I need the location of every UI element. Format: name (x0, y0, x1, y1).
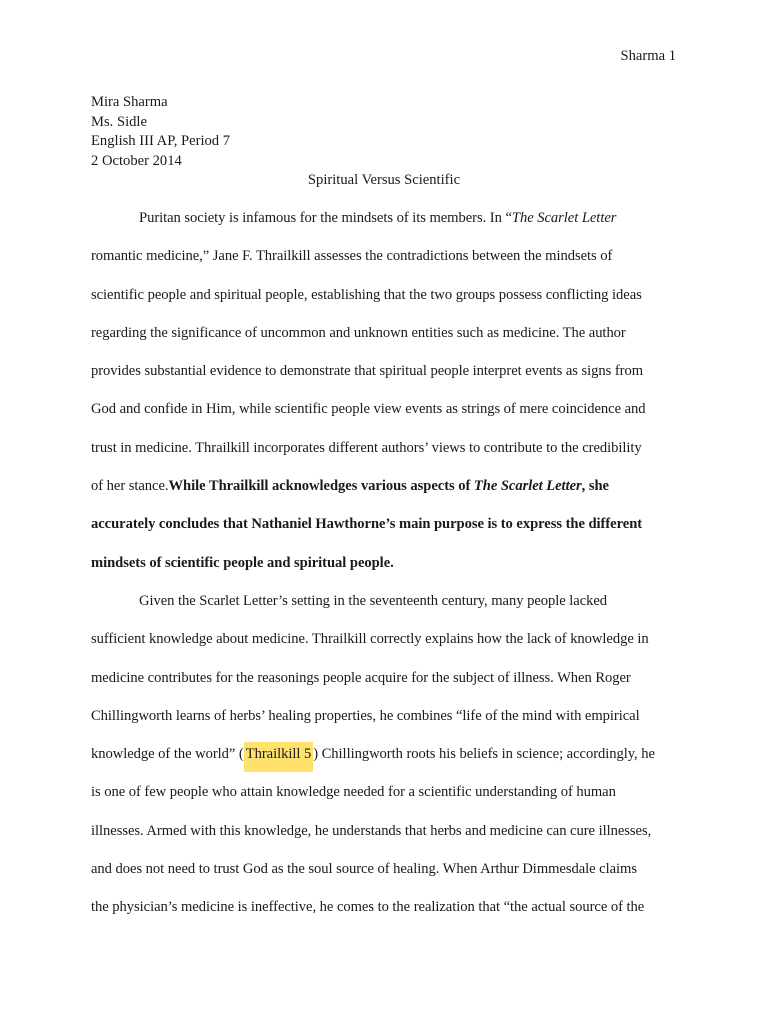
course-name: English III AP, Period 7 (91, 133, 231, 149)
essay-body (91, 205, 681, 933)
book-title-italic: The Scarlet Letter (511, 210, 617, 226)
essay-title: Spiritual Versus Scientific (307, 172, 461, 188)
paragraph-line: regarding the significance of uncommon and unknown entities such as medicine. The author (91, 324, 626, 341)
text-run: of her stance. (91, 478, 169, 495)
paragraph-line: trust in medicine. Thrailkill incorporates different authors’ views to contribute to the credibility (91, 439, 642, 456)
paragraph-line: romantic medicine,” Jane F. Thrailkill assesses the contradictions between the mindsets of (91, 248, 613, 265)
paragraph-line: and does not need to trust God as the soul source of healing. When Arthur Dimmesdale claims (91, 861, 637, 878)
teacher-name: Ms. Sidle (91, 113, 147, 130)
highlighted-citation: Thrailkill 5 (244, 742, 313, 772)
text-run: Puritan society is infamous for the mindsets of its members. In “ (139, 210, 512, 226)
thesis-line: accurately concludes that Nathaniel Hawthorne’s main purpose is to express the different (91, 516, 643, 533)
paragraph-line: the physician’s medicine is ineffective, he comes to the realization that “the actual source of the (91, 899, 645, 916)
essay-date: 2 October 2014 (91, 152, 182, 169)
paragraph-line (91, 205, 681, 243)
paragraph-line: illnesses. Armed with this knowledge, he understands that herbs and medicine can cure illnesses, (91, 822, 652, 839)
paragraph-line: God and confide in Him, while scientific people view events as strings of mere coincidence and (91, 401, 646, 418)
text-run: knowledge of the world” ( (91, 746, 244, 763)
author-name: Mira Sharma (91, 94, 168, 110)
paragraph-line: Given the Scarlet Letter’s setting in the seventeenth century, many people lacked (139, 592, 608, 609)
paragraph-line: sufficient knowledge about medicine. Thrailkill correctly explains how the lack of knowledge in (91, 631, 649, 648)
book-title-bold-italic: The Scarlet Letter (473, 478, 582, 495)
page-header: Sharma 1 (620, 48, 676, 64)
paragraph-line: Chillingworth learns of herbs’ healing properties, he combines “life of the mind with empirical (91, 707, 640, 724)
text-run: ) Chillingworth roots his beliefs in science; accordingly, he (313, 746, 655, 763)
thesis-text: While Thrailkill acknowledges various aspects of (168, 478, 474, 495)
mla-heading (91, 93, 230, 171)
paragraph-line: is one of few people who attain knowledge needed for a scientific understanding of human (91, 784, 616, 801)
paragraph-line: medicine contributes for the reasonings people acquire for the subject of illness. When Roger (91, 669, 631, 686)
paragraph-line (91, 473, 681, 511)
paragraph-line: scientific people and spiritual people, establishing that the two groups possess conflicting ideas (91, 286, 642, 303)
thesis-text: , she (581, 478, 609, 495)
paragraph-line (91, 741, 681, 779)
paragraph-line: provides substantial evidence to demonstrate that spiritual people interpret events as signs from (91, 363, 644, 380)
thesis-line: mindsets of scientific people and spiritual people. (91, 554, 394, 571)
